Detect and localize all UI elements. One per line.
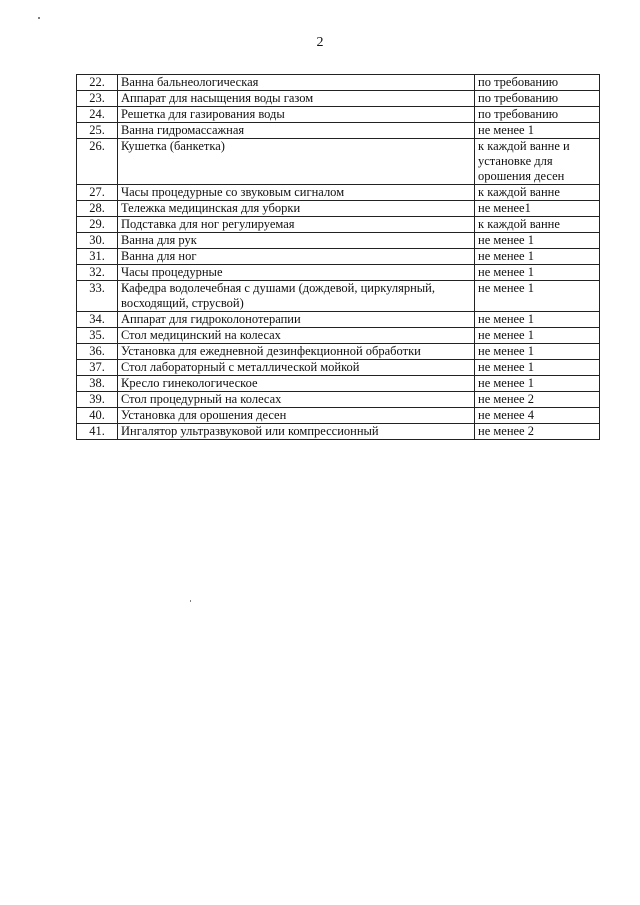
equipment-name: Стол медицинский на колесах	[118, 328, 475, 344]
equipment-quantity: не менее 1	[475, 360, 600, 376]
equipment-quantity: к каждой ванне	[475, 185, 600, 201]
row-number: 30.	[77, 233, 118, 249]
equipment-name: Ванна для ног	[118, 249, 475, 265]
row-number: 32.	[77, 265, 118, 281]
table-row	[77, 392, 600, 408]
page-number: 2	[316, 35, 324, 50]
equipment-quantity: не менее 1	[475, 233, 600, 249]
equipment-quantity: не менее 2	[475, 424, 600, 440]
table-row	[77, 75, 600, 91]
equipment-name: Аппарат для насыщения воды газом	[118, 91, 475, 107]
row-number: 33.	[77, 281, 118, 312]
table-row	[77, 344, 600, 360]
row-number: 36.	[77, 344, 118, 360]
table-row	[77, 139, 600, 185]
row-number: 37.	[77, 360, 118, 376]
equipment-name: Часы процедурные	[118, 265, 475, 281]
equipment-name: Ванна для рук	[118, 233, 475, 249]
table-row	[77, 360, 600, 376]
equipment-quantity: не менее 2	[475, 392, 600, 408]
row-number: 41.	[77, 424, 118, 440]
equipment-name: Кафедра водолечебная с душами (дождевой, циркулярный, восходящий, струсвой)	[118, 281, 475, 312]
scan-speck	[190, 600, 191, 602]
equipment-table	[76, 74, 600, 440]
table-row	[77, 408, 600, 424]
table-row	[77, 107, 600, 123]
row-number: 39.	[77, 392, 118, 408]
equipment-table-body	[77, 75, 600, 440]
table-row	[77, 376, 600, 392]
table-row	[77, 281, 600, 312]
equipment-quantity: по требованию	[475, 91, 600, 107]
row-number: 35.	[77, 328, 118, 344]
equipment-quantity: не менее 1	[475, 281, 600, 312]
equipment-quantity: не менее 1	[475, 312, 600, 328]
table-row	[77, 123, 600, 139]
row-number: 28.	[77, 201, 118, 217]
equipment-name: Стол лабораторный с металлической мойкой	[118, 360, 475, 376]
equipment-quantity: по требованию	[475, 75, 600, 91]
equipment-name: Тележка медицинская для уборки	[118, 201, 475, 217]
row-number: 23.	[77, 91, 118, 107]
table-row	[77, 91, 600, 107]
table-row	[77, 424, 600, 440]
equipment-quantity: не менее 1	[475, 344, 600, 360]
table-row	[77, 201, 600, 217]
equipment-name: Установка для орошения десен	[118, 408, 475, 424]
scan-speck	[38, 17, 40, 19]
table-row	[77, 185, 600, 201]
equipment-quantity: не менее1	[475, 201, 600, 217]
equipment-name: Подставка для ног регулируемая	[118, 217, 475, 233]
table-row	[77, 217, 600, 233]
row-number: 29.	[77, 217, 118, 233]
row-number: 24.	[77, 107, 118, 123]
row-number: 31.	[77, 249, 118, 265]
equipment-name: Установка для ежедневной дезинфекционной обработки	[118, 344, 475, 360]
equipment-quantity: не менее 1	[475, 376, 600, 392]
equipment-name: Стол процедурный на колесах	[118, 392, 475, 408]
row-number: 26.	[77, 139, 118, 185]
equipment-quantity: не менее 1	[475, 265, 600, 281]
row-number: 25.	[77, 123, 118, 139]
equipment-quantity: не менее 4	[475, 408, 600, 424]
equipment-name: Ванна бальнеологическая	[118, 75, 475, 91]
table-row	[77, 328, 600, 344]
equipment-name: Аппарат для гидроколонотерапии	[118, 312, 475, 328]
row-number: 27.	[77, 185, 118, 201]
equipment-name: Ванна гидромассажная	[118, 123, 475, 139]
equipment-quantity: по требованию	[475, 107, 600, 123]
table-row	[77, 233, 600, 249]
equipment-quantity: не менее 1	[475, 123, 600, 139]
equipment-name: Кресло гинекологическое	[118, 376, 475, 392]
row-number: 34.	[77, 312, 118, 328]
table-row	[77, 249, 600, 265]
equipment-quantity: к каждой ванне и установке для орошения десен	[475, 139, 600, 185]
equipment-name: Часы процедурные со звуковым сигналом	[118, 185, 475, 201]
row-number: 22.	[77, 75, 118, 91]
equipment-name: Ингалятор ультразвуковой или компрессионный	[118, 424, 475, 440]
equipment-quantity: не менее 1	[475, 249, 600, 265]
row-number: 40.	[77, 408, 118, 424]
table-row	[77, 265, 600, 281]
row-number: 38.	[77, 376, 118, 392]
table-row	[77, 312, 600, 328]
equipment-name: Кушетка (банкетка)	[118, 139, 475, 185]
equipment-quantity: к каждой ванне	[475, 217, 600, 233]
equipment-name: Решетка для газирования воды	[118, 107, 475, 123]
equipment-quantity: не менее 1	[475, 328, 600, 344]
